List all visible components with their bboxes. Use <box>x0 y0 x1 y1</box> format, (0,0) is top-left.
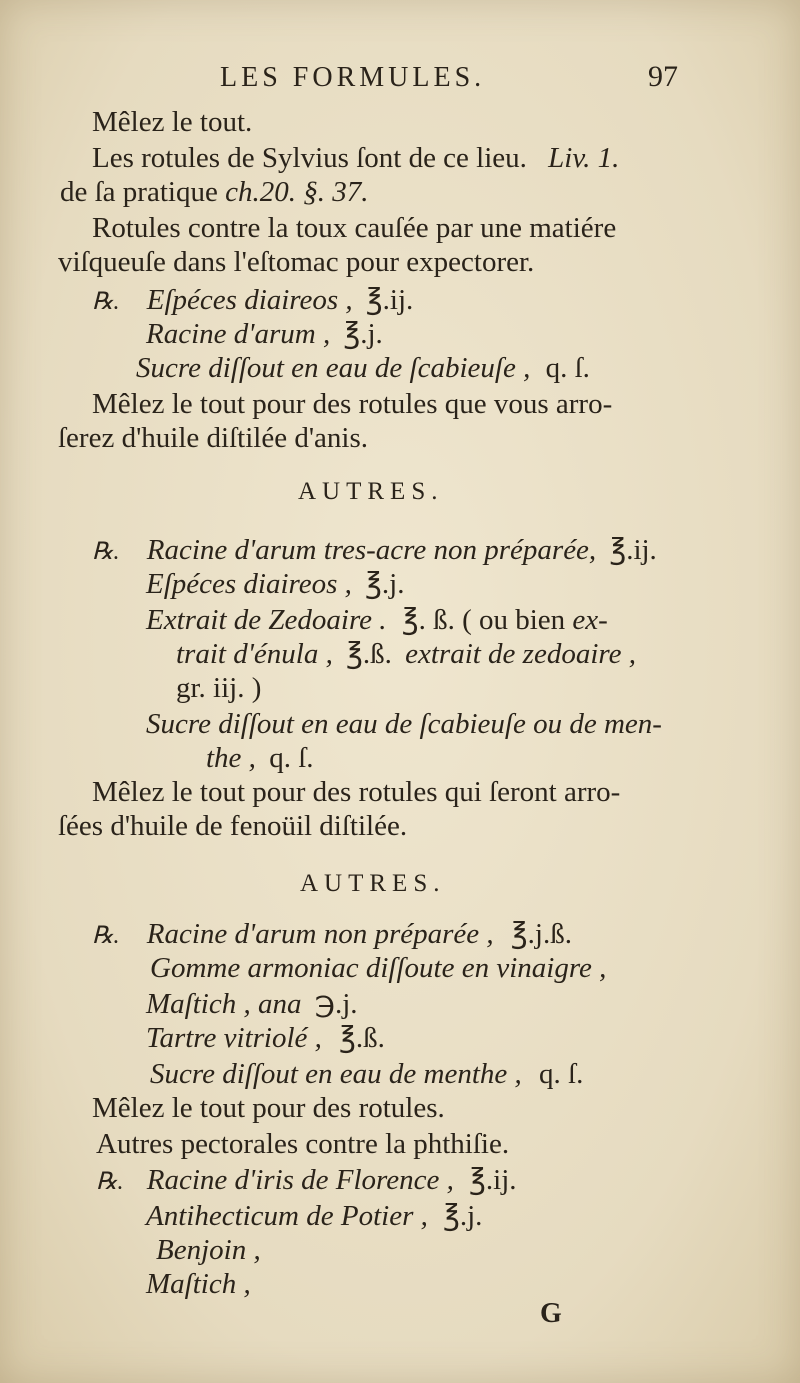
line-text: viſqueuſe dans l'eſtomac pour expectorer. <box>58 246 535 278</box>
recipe-line <box>92 282 413 320</box>
text-line <box>92 774 620 810</box>
ingredient: Benjoin , <box>156 1234 261 1266</box>
ingredient: Extrait de Zedoaire . <box>146 604 387 636</box>
reference: ch.20. §. 37. <box>225 176 369 208</box>
line-text: Autres pectorales contre la phthiſie. <box>96 1128 510 1160</box>
running-head <box>220 60 485 96</box>
text-line <box>92 104 252 140</box>
line-text: Mêlez le tout pour des rotules qui ſeront arro- <box>92 776 621 808</box>
quantity: ℥.ij. <box>469 1164 517 1196</box>
text-line <box>92 210 616 246</box>
text-line <box>58 244 534 280</box>
quantity: ℥.j. <box>365 568 405 600</box>
ingredient: trait d'énula , <box>176 638 333 670</box>
line-text: Rotules contre la toux cauſée par une matiére <box>92 212 617 244</box>
recipe-line <box>92 532 657 570</box>
recipe-line <box>146 1198 482 1234</box>
quantity: ℥.j. <box>443 1200 483 1232</box>
heading-text: AUTRES. <box>300 870 446 897</box>
recipe-line <box>206 740 314 776</box>
quantity: ℥.ij. <box>609 534 657 566</box>
signature-mark: G <box>540 1298 562 1329</box>
ingredient: Racine d'arum non préparée , <box>146 918 494 950</box>
quantity: q. ſ. <box>545 352 590 384</box>
recipe-line <box>146 986 358 1022</box>
line-text: de ſa pratique <box>60 176 218 208</box>
page-number: 97 <box>648 60 678 93</box>
ingredient: Sucre diſſout en eau de ſcabieuſe , <box>136 352 531 384</box>
quantity: ℥.j. <box>343 318 383 350</box>
recipe-symbol: ℞. <box>92 289 120 315</box>
text-line <box>96 1126 509 1162</box>
recipe-line <box>150 1056 583 1092</box>
text-line <box>92 386 612 422</box>
quantity: ℥.j.ß. <box>510 918 572 950</box>
line-text: Mêlez le tout pour des rotules. <box>92 1092 445 1124</box>
quantity: gr. iij. ) <box>176 672 262 704</box>
ingredient: Eſpéces diaireos , <box>146 568 352 600</box>
ingredient: Racine d'arum tres-acre non préparée, <box>146 534 597 566</box>
section-heading <box>298 474 443 510</box>
recipe-line <box>92 916 572 954</box>
recipe-symbol: ℞. <box>92 923 120 949</box>
text-line <box>92 1090 445 1126</box>
heading-text: AUTRES. <box>298 478 444 505</box>
ingredient: Tartre vitriolé , <box>146 1022 322 1054</box>
ingredient: extrait de zedoaire , <box>405 638 636 670</box>
ingredient: Sucre diſſout en eau de ſcabieuſe ou de men- <box>146 708 662 740</box>
ingredient: Maſtich , <box>146 1268 251 1300</box>
ingredient: the , <box>206 742 256 774</box>
recipe-line <box>146 316 383 352</box>
ingredient: Racine d'iris de Florence , <box>146 1164 454 1196</box>
reference: Liv. 1. <box>548 142 620 174</box>
line-text: Les rotules de Sylvius ſont de ce lieu. <box>92 142 527 174</box>
recipe-line <box>150 950 606 986</box>
recipe-line <box>146 566 404 602</box>
text-line <box>60 174 368 210</box>
quantity: ℥.ß. <box>339 1022 385 1054</box>
recipe-line <box>146 602 608 638</box>
line-text: Mêlez le tout pour des rotules que vous arro- <box>92 388 613 420</box>
ingredient: Antihecticum de Potier , <box>146 1200 428 1232</box>
recipe-line <box>136 350 590 386</box>
quantity: ℥. ß. ( ou bien <box>401 604 566 636</box>
line-text: Mêlez le tout. <box>92 106 253 138</box>
ingredient: Sucre diſſout en eau de menthe , <box>150 1058 522 1090</box>
recipe-line <box>96 1162 517 1200</box>
ingredient: Racine d'arum , <box>146 318 331 350</box>
quantity: q. ſ. <box>269 742 314 774</box>
text-line <box>92 140 619 176</box>
ingredient: Gomme armoniac diſſoute en vinaigre , <box>150 952 607 984</box>
quantity: q. ſ. <box>539 1058 584 1090</box>
ingredient: ex- <box>572 604 608 636</box>
recipe-symbol: ℞. <box>92 539 120 565</box>
line-text: ſerez d'huile diſtilée d'anis. <box>58 422 369 454</box>
quantity: ℈.j. <box>314 988 358 1020</box>
section-heading <box>300 866 445 902</box>
recipe-line <box>146 1020 385 1056</box>
running-head-text: LES FORMULES. <box>220 62 486 93</box>
ingredient: Eſpéces diaireos , <box>146 284 353 316</box>
recipe-line <box>156 1232 261 1268</box>
recipe-line <box>176 670 261 706</box>
text-line <box>58 808 407 844</box>
quantity: ℥.ß. <box>346 638 392 670</box>
recipe-line <box>176 636 636 672</box>
text-line <box>58 420 368 456</box>
line-text: ſées d'huile de fenoüil diſtilée. <box>58 810 408 842</box>
quantity: ℥.ij. <box>365 284 414 316</box>
recipe-symbol: ℞. <box>96 1169 124 1195</box>
ingredient: Maſtich , ana <box>146 988 302 1020</box>
recipe-line <box>146 706 662 742</box>
recipe-line <box>146 1266 251 1302</box>
